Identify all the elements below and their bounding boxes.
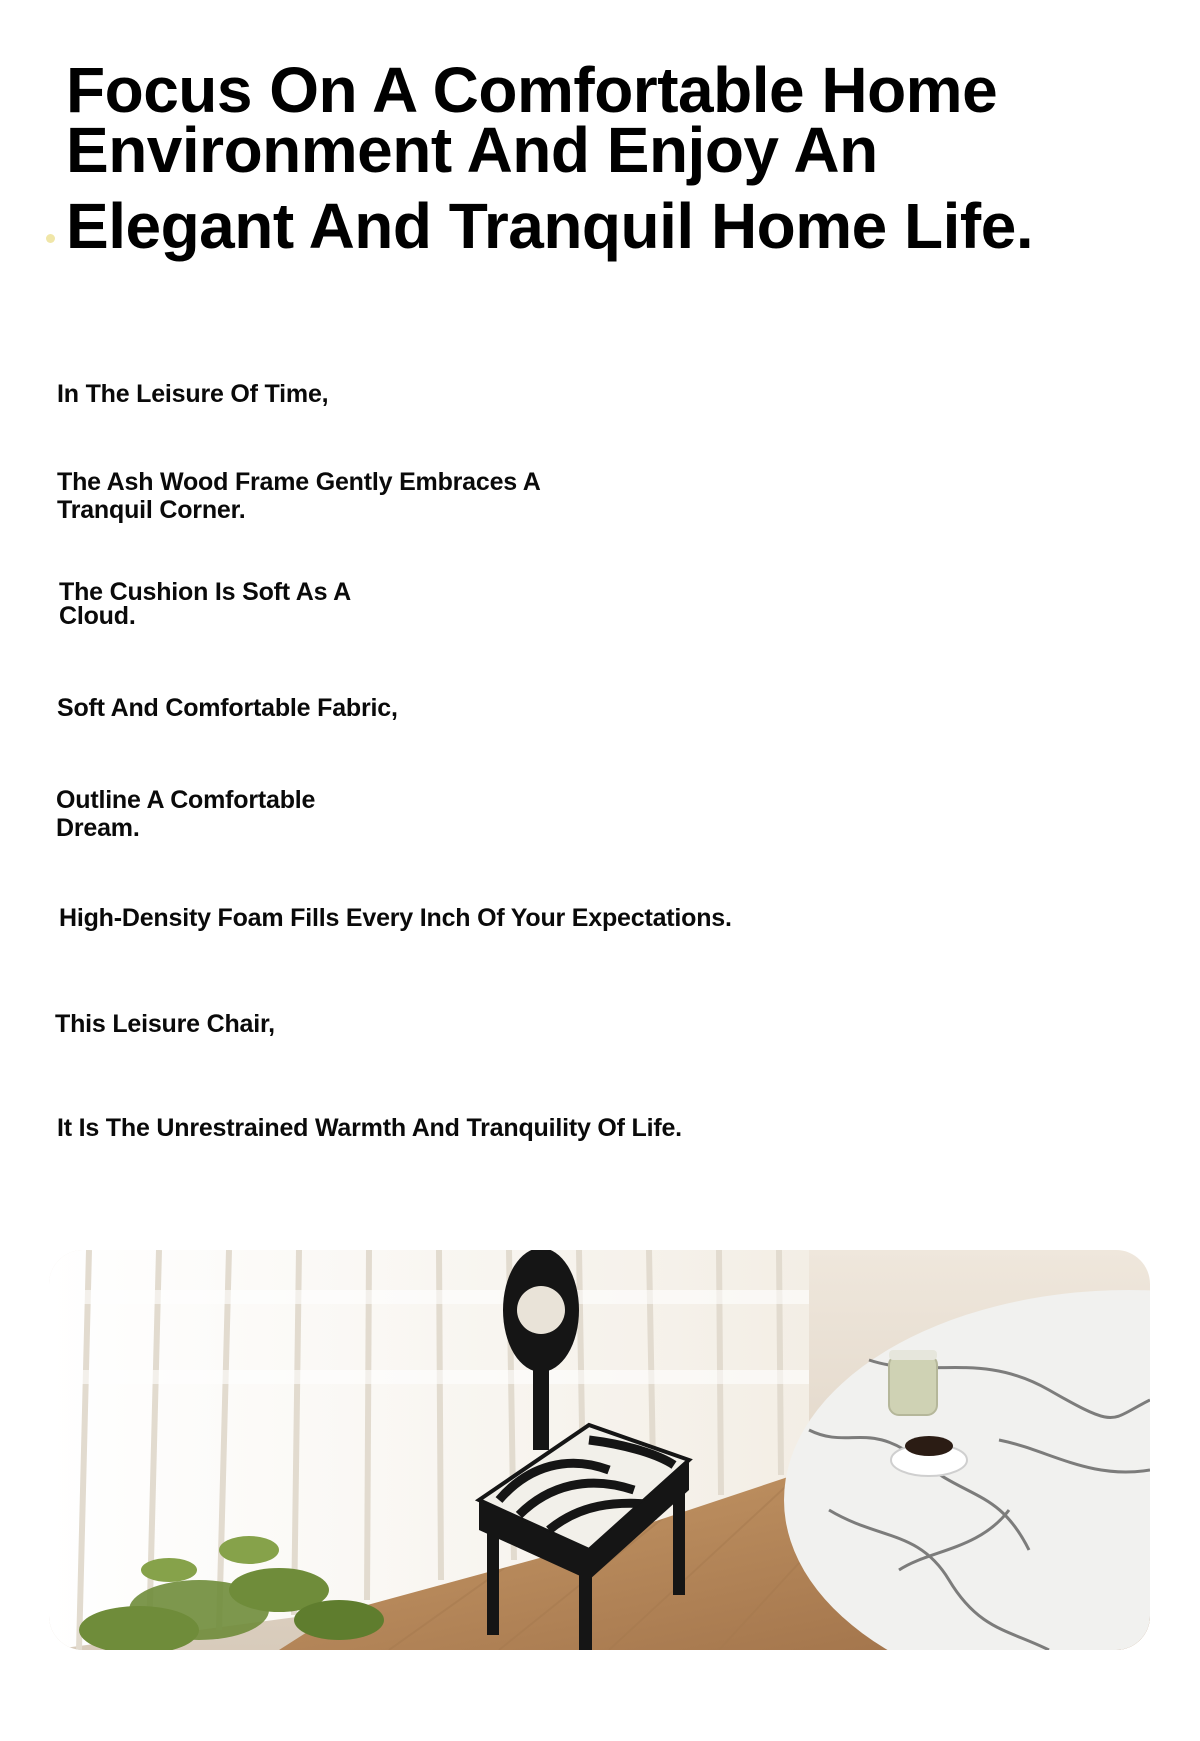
copy-line-ash-wood	[57, 468, 541, 524]
headline-line-1: Focus On A Comfortable Home	[66, 54, 998, 126]
copy-text: Outline A Comfortable	[56, 786, 316, 814]
copy-text: It Is The Unrestrained Warmth And Tranquility Of Life.	[57, 1114, 682, 1142]
copy-text: This Leisure Chair,	[55, 1010, 275, 1038]
decorative-dot	[46, 234, 55, 243]
copy-line-cushion	[59, 580, 351, 628]
chair-room-photo	[49, 1250, 1150, 1650]
copy-text: The Ash Wood Frame Gently Embraces A	[57, 468, 541, 496]
copy-line-dream	[56, 786, 315, 842]
copy-line-fabric	[57, 694, 398, 722]
chair-room-illustration	[49, 1250, 1150, 1650]
page-headline	[66, 54, 1126, 262]
copy-text: The Cushion Is Soft As A	[59, 578, 351, 606]
copy-line-warmth	[57, 1114, 682, 1142]
jar-lid	[889, 1350, 937, 1360]
copy-text: High-Density Foam Fills Every Inch Of Your Expectations.	[59, 904, 732, 932]
headline-line-2: Environment And Enjoy An	[66, 114, 878, 186]
copy-line-chair	[55, 1010, 275, 1038]
coffee-cup	[905, 1436, 953, 1456]
copy-text: Cloud.	[59, 602, 136, 630]
copy-text: Tranquil Corner.	[57, 496, 246, 524]
copy-text: Dream.	[56, 814, 140, 842]
glass-jar	[889, 1355, 937, 1415]
copy-text: In The Leisure Of Time,	[57, 380, 329, 408]
copy-text: Soft And Comfortable Fabric,	[57, 694, 398, 722]
copy-line-leisure	[57, 380, 328, 408]
headline-line-3: Elegant And Tranquil Home Life.	[66, 190, 1034, 262]
copy-line-foam	[59, 904, 732, 932]
